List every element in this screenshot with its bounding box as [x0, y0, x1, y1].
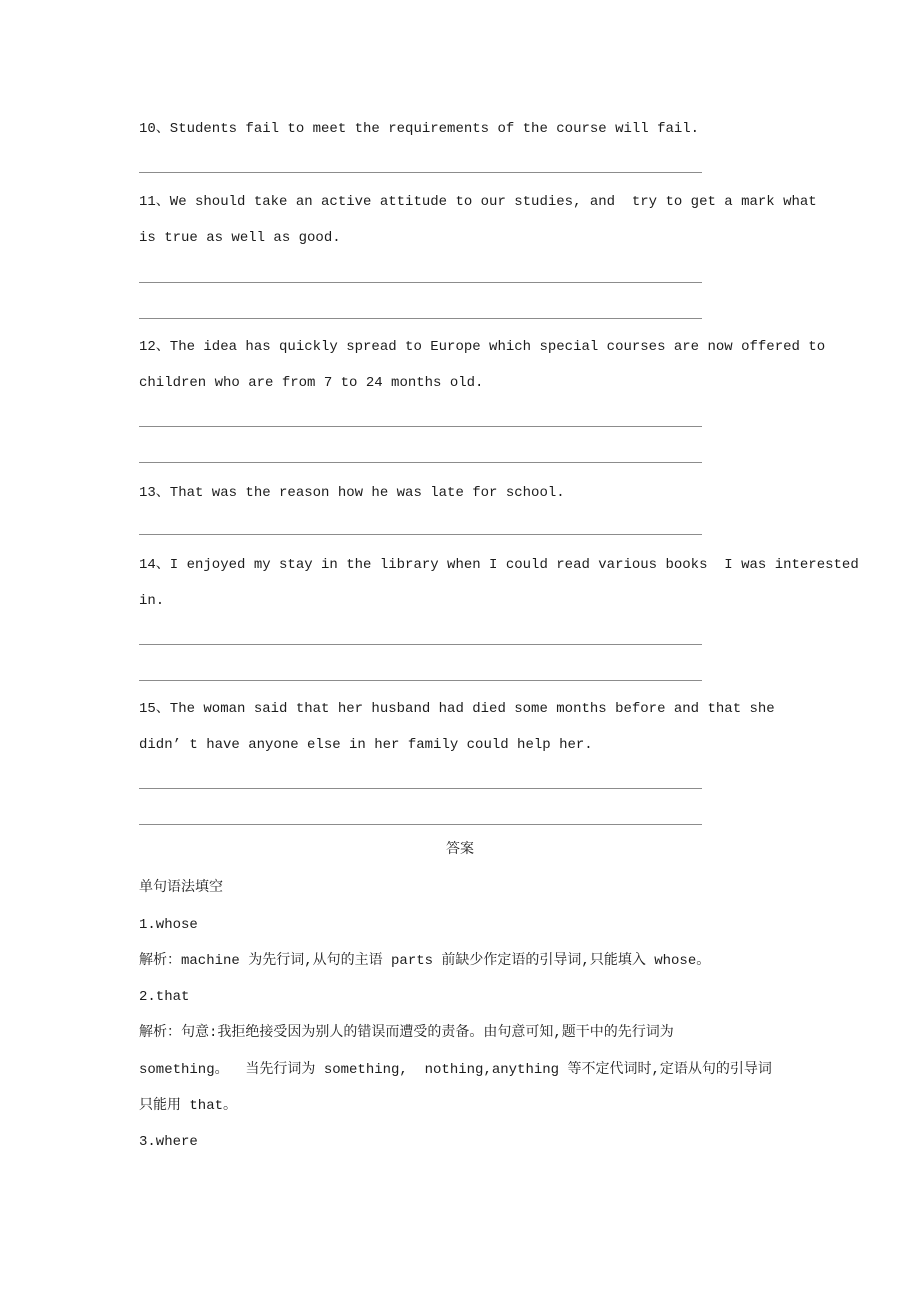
answer-blank-line-q11-1 [139, 282, 702, 283]
answer-blank-line-q12-2 [139, 462, 702, 463]
question-12-text-line-1: 12、The idea has quickly spread to Europe which special courses are now offered to [139, 339, 826, 355]
question-14-text-line-1: 14、I enjoyed my stay in the library when I could read various books I was interested [139, 557, 859, 573]
answers-section-title: 单句语法填空 [139, 880, 223, 896]
answer-2-explanation-line-1: 解析：句意:我拒绝接受因为别人的错误而遭受的责备。由句意可知,题干中的先行词为 [139, 1025, 674, 1041]
answers-title: 答案 [446, 842, 474, 858]
question-12-text-line-2: children who are from 7 to 24 months old. [139, 375, 484, 391]
answer-blank-line-q14-1 [139, 644, 702, 645]
answer-blank-line-q12-1 [139, 426, 702, 427]
answer-blank-line-q15-2 [139, 824, 702, 825]
question-11-text-line-1: 11、We should take an active attitude to our studies, and try to get a mark what [139, 194, 817, 210]
question-15-text-line-1: 15、The woman said that her husband had died some months before and that she [139, 701, 775, 717]
question-15-text-line-2: didn’ t have anyone else in her family could help her. [139, 737, 593, 753]
question-11-text-line-2: is true as well as good. [139, 230, 341, 246]
answer-3-value: 3.where [139, 1134, 198, 1150]
question-14-text-line-2: in. [139, 593, 165, 609]
question-13-text: 13、That was the reason how he was late for school. [139, 485, 565, 501]
answer-blank-line-q15-1 [139, 788, 702, 789]
answer-2-explanation-line-3: 只能用 that。 [139, 1098, 238, 1114]
answer-blank-line-q13 [139, 534, 702, 535]
answer-blank-line-q10 [139, 172, 702, 173]
answer-1-value: 1.whose [139, 917, 198, 933]
answer-2-explanation-line-2: something。 当先行词为 something, nothing,anything 等不定代词时,定语从句的引导词 [139, 1062, 772, 1078]
answer-blank-line-q11-2 [139, 318, 702, 319]
answer-1-explanation: 解析：machine 为先行词,从句的主语 parts 前缺少作定语的引导词,只能填入 whose。 [139, 953, 711, 969]
answer-2-value: 2.that [139, 989, 190, 1005]
question-10-text: 10、Students fail to meet the requirements of the course will fail. [139, 121, 700, 137]
answer-blank-line-q14-2 [139, 680, 702, 681]
